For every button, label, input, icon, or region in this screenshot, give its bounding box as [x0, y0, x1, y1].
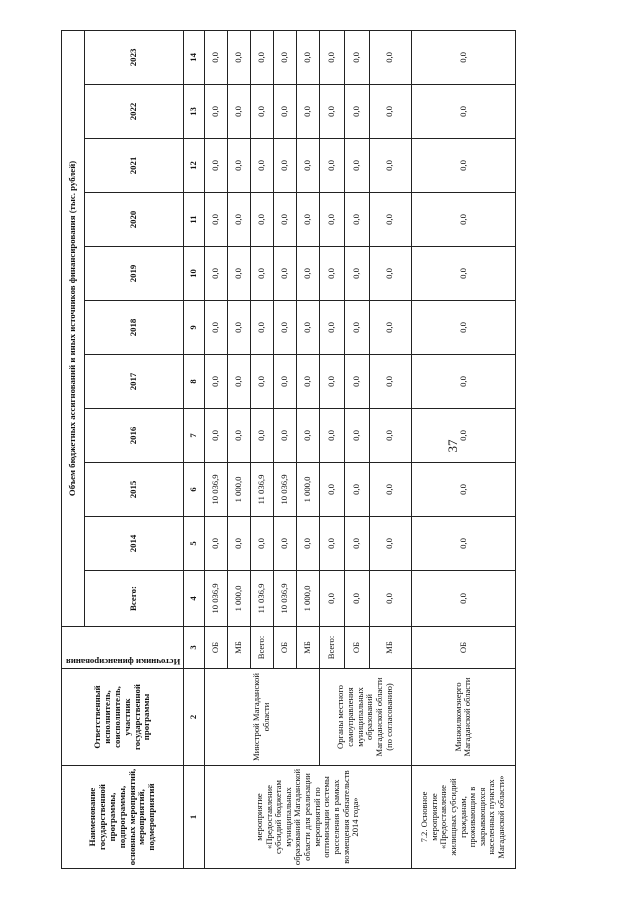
column-number: 2 — [184, 669, 205, 766]
block2-executor: Минжилкомэнерго Магаданской области — [411, 669, 515, 766]
source-cell: ОБ — [344, 627, 369, 669]
block1-executor-ministry: Минстрой Магаданской области — [205, 669, 320, 766]
value-cell: 0,0 — [228, 193, 251, 247]
value-cell: 0,0 — [228, 30, 251, 84]
value-cell: 0,0 — [205, 193, 228, 247]
value-cell: 0,0 — [319, 193, 344, 247]
value-cell: 1 000,0 — [228, 571, 251, 627]
value-cell: 0,0 — [205, 301, 228, 355]
value-cell: 0,0 — [228, 85, 251, 139]
header-funding-group: Объем бюджетных ассигнований и иных источников финансирования (тыс. рублей) — [62, 30, 85, 626]
value-cell: 0,0 — [411, 30, 515, 84]
funding-table — [61, 30, 516, 869]
value-cell: 0,0 — [319, 571, 344, 627]
value-cell: 0,0 — [296, 517, 319, 571]
value-cell: 0,0 — [344, 571, 369, 627]
value-cell: 0,0 — [411, 193, 515, 247]
value-cell: 0,0 — [205, 409, 228, 463]
source-cell: ОБ — [274, 627, 297, 669]
value-cell: 0,0 — [411, 355, 515, 409]
value-cell: 0,0 — [296, 301, 319, 355]
value-cell: 0,0 — [369, 247, 411, 301]
column-number: 1 — [184, 766, 205, 869]
column-number: 7 — [184, 409, 205, 463]
value-cell: 0,0 — [369, 409, 411, 463]
header-year: 2019 — [84, 247, 184, 301]
value-cell: 0,0 — [228, 247, 251, 301]
value-cell: 1 000,0 — [296, 463, 319, 517]
value-cell: 0,0 — [411, 409, 515, 463]
value-cell: 0,0 — [205, 139, 228, 193]
column-number: 6 — [184, 463, 205, 517]
value-cell: 0,0 — [319, 463, 344, 517]
column-number: 11 — [184, 193, 205, 247]
header-executor: Ответственный исполнитель, соисполнитель, участник государственной программы — [62, 669, 184, 766]
source-cell: Всего: — [319, 627, 344, 669]
column-number: 9 — [184, 301, 205, 355]
value-cell: 0,0 — [369, 517, 411, 571]
value-cell: 0,0 — [344, 193, 369, 247]
value-cell: 10 036,9 — [274, 571, 297, 627]
value-cell: 0,0 — [296, 30, 319, 84]
value-cell: 0,0 — [274, 247, 297, 301]
value-cell: 0,0 — [319, 355, 344, 409]
value-cell: 0,0 — [344, 409, 369, 463]
value-cell: 0,0 — [369, 571, 411, 627]
value-cell: 0,0 — [274, 30, 297, 84]
value-cell: 0,0 — [411, 139, 515, 193]
value-cell: 0,0 — [319, 139, 344, 193]
value-cell: 0,0 — [228, 301, 251, 355]
header-year: 2017 — [84, 355, 184, 409]
column-number: 5 — [184, 517, 205, 571]
column-number: 10 — [184, 247, 205, 301]
value-cell: 0,0 — [274, 139, 297, 193]
value-cell: 0,0 — [411, 463, 515, 517]
header-year: 2018 — [84, 301, 184, 355]
source-cell: МБ — [369, 627, 411, 669]
value-cell: 0,0 — [205, 247, 228, 301]
value-cell: 0,0 — [228, 355, 251, 409]
block1-executor-local: Органы местного самоуправления муниципальных образований Магаданской области (по согласованию) — [319, 669, 411, 766]
value-cell: 0,0 — [319, 247, 344, 301]
value-cell: 0,0 — [344, 139, 369, 193]
source-cell: ОБ — [205, 627, 228, 669]
column-number: 8 — [184, 355, 205, 409]
value-cell: 1 000,0 — [296, 571, 319, 627]
value-cell: 0,0 — [251, 139, 274, 193]
column-number: 3 — [184, 627, 205, 669]
header-year: 2021 — [84, 139, 184, 193]
rotated-table-container — [61, 31, 516, 869]
value-cell: 0,0 — [344, 463, 369, 517]
value-cell: 1 000,0 — [228, 463, 251, 517]
value-cell: 0,0 — [274, 193, 297, 247]
value-cell: 0,0 — [411, 301, 515, 355]
source-cell: МБ — [228, 627, 251, 669]
value-cell: 0,0 — [344, 247, 369, 301]
value-cell: 0,0 — [296, 247, 319, 301]
value-cell: 0,0 — [296, 355, 319, 409]
value-cell: 0,0 — [296, 85, 319, 139]
value-cell: 0,0 — [274, 409, 297, 463]
source-cell: Всего: — [251, 627, 274, 669]
source-cell: МБ — [296, 627, 319, 669]
value-cell: 0,0 — [319, 301, 344, 355]
value-cell: 0,0 — [319, 85, 344, 139]
value-cell: 0,0 — [369, 85, 411, 139]
value-cell: 0,0 — [369, 301, 411, 355]
header-year: 2023 — [84, 30, 184, 84]
value-cell: 0,0 — [344, 85, 369, 139]
value-cell: 0,0 — [205, 517, 228, 571]
value-cell: 0,0 — [319, 30, 344, 84]
value-cell: 0,0 — [228, 139, 251, 193]
header-total: Всего: — [84, 571, 184, 627]
block2-name: 7.2. Основное мероприятие «Предоставление жилищных субсидий гражданам, проживающим в закрывающихся населенных пунктах Магаданской области» — [411, 766, 515, 869]
value-cell: 0,0 — [274, 517, 297, 571]
value-cell: 0,0 — [319, 517, 344, 571]
value-cell: 0,0 — [274, 85, 297, 139]
value-cell: 0,0 — [319, 409, 344, 463]
value-cell: 0,0 — [411, 571, 515, 627]
header-year: 2022 — [84, 85, 184, 139]
value-cell: 0,0 — [296, 139, 319, 193]
header-year: 2014 — [84, 517, 184, 571]
value-cell: 0,0 — [369, 30, 411, 84]
value-cell: 0,0 — [411, 517, 515, 571]
value-cell: 0,0 — [296, 193, 319, 247]
value-cell: 10 036,9 — [205, 463, 228, 517]
value-cell: 0,0 — [205, 30, 228, 84]
header-year: 2016 — [84, 409, 184, 463]
value-cell: 0,0 — [411, 247, 515, 301]
value-cell: 11 036,9 — [251, 463, 274, 517]
value-cell: 0,0 — [369, 355, 411, 409]
value-cell: 0,0 — [205, 355, 228, 409]
value-cell: 10 036,9 — [205, 571, 228, 627]
column-number: 4 — [184, 571, 205, 627]
header-year: 2020 — [84, 193, 184, 247]
value-cell: 0,0 — [296, 409, 319, 463]
value-cell: 0,0 — [344, 301, 369, 355]
value-cell: 0,0 — [228, 409, 251, 463]
value-cell: 0,0 — [228, 517, 251, 571]
value-cell: 0,0 — [251, 409, 274, 463]
value-cell: 0,0 — [274, 355, 297, 409]
page-number: 37 — [445, 439, 460, 453]
source-cell: ОБ — [411, 627, 515, 669]
value-cell: 0,0 — [251, 85, 274, 139]
value-cell: 0,0 — [251, 301, 274, 355]
column-number: 14 — [184, 30, 205, 84]
value-cell: 0,0 — [251, 30, 274, 84]
value-cell: 0,0 — [369, 463, 411, 517]
value-cell: 10 036,9 — [274, 463, 297, 517]
value-cell: 0,0 — [274, 301, 297, 355]
value-cell: 0,0 — [251, 355, 274, 409]
block1-name: мероприятие «Предоставление субсидий бюджетам муниципальных образований Магаданской области для реализации мероприятий по оптимизации системы расселения в рамках возмещения обязательств 2014 года» — [205, 766, 411, 869]
value-cell: 0,0 — [411, 85, 515, 139]
value-cell: 0,0 — [344, 517, 369, 571]
header-year: 2015 — [84, 463, 184, 517]
value-cell: 11 036,9 — [251, 571, 274, 627]
value-cell: 0,0 — [251, 193, 274, 247]
header-name: Наименование государственной программы, подпрограммы, основных мероприятий, мероприятий, подмероприятий — [62, 766, 184, 869]
value-cell: 0,0 — [344, 30, 369, 84]
value-cell: 0,0 — [251, 247, 274, 301]
value-cell: 0,0 — [251, 517, 274, 571]
value-cell: 0,0 — [344, 355, 369, 409]
column-number: 12 — [184, 139, 205, 193]
header-source: Источники финансирования — [62, 627, 184, 669]
value-cell: 0,0 — [205, 85, 228, 139]
column-number: 13 — [184, 85, 205, 139]
value-cell: 0,0 — [369, 193, 411, 247]
value-cell: 0,0 — [369, 139, 411, 193]
